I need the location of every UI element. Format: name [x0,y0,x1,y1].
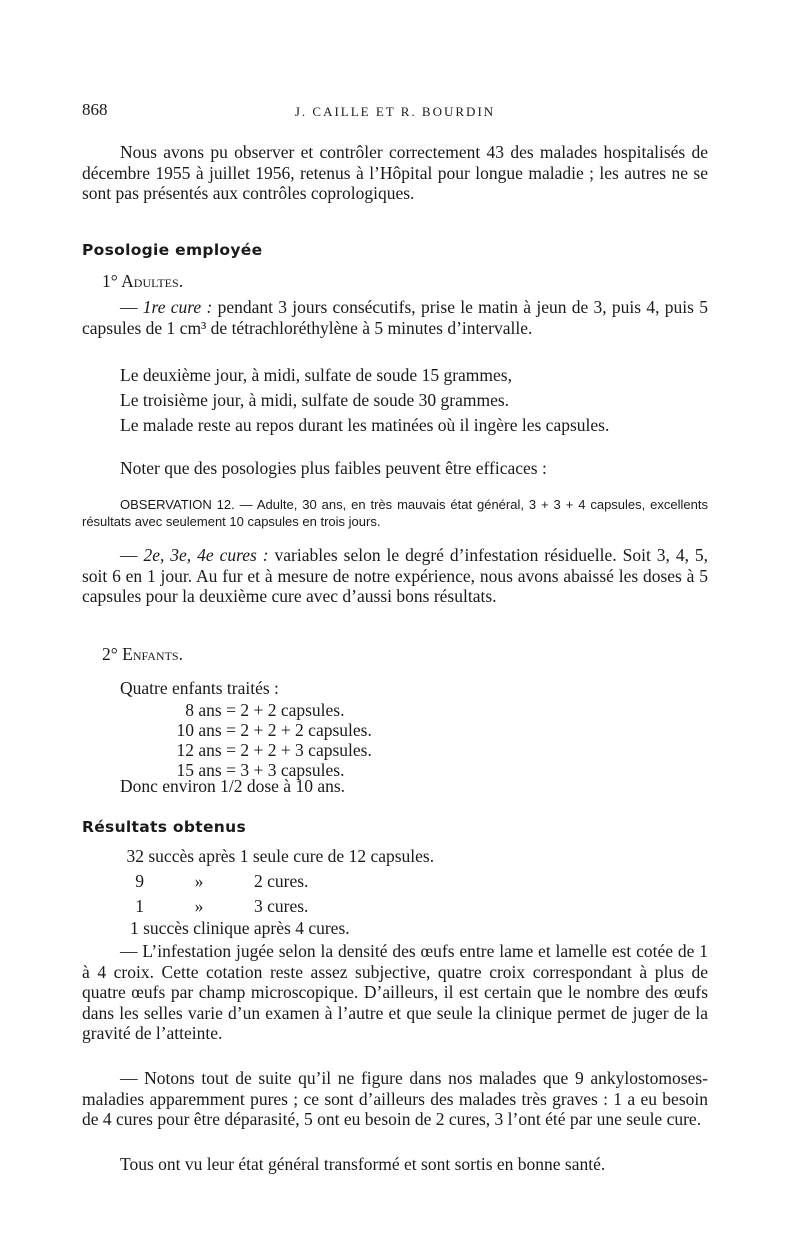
section-heading-resultats: Résultats obtenus [82,818,246,836]
child-dose-row: 10 ans = 2 + 2 + 2 capsules. [176,720,372,740]
observation-note: OBSERVATION 12. — Adulte, 30 ans, en très mauvais état général, 3 + 3 + 4 capsules, excellents résultats avec seulement 10 capsules en trois jours. [82,497,708,529]
day-two-line: Le deuxième jour, à midi, sulfate de soude 15 grammes, [120,365,512,385]
running-header [82,100,708,122]
ankylostomoses-paragraph: — Notons tout de suite qu’il ne figure dans nos malades que 9 ankylostomoses-maladies apparemment pures ; ce sont d’ailleurs des malades très graves : 1 a eu besoin de 4 cures pour être déparasité, 5 ont eu besoin de 2 cures, 3 l’ont été par une seule cure. [82,1068,708,1129]
note-line: Noter que des posologies plus faibles peuvent être efficaces : [120,458,547,478]
later-cures-paragraph: — 2e, 3e, 4e cures : variables selon le degré d’infestation résiduelle. Soit 3, 4, 5, soit 6 en 1 jour. Au fur et à mesure de notre expérience, nous avons abaissé les doses à 5 capsules pour la deuxième cure avec d’aussi bons résultats. [82,545,709,606]
rest-paragraph: Le malade reste au repos durant les matinées où il ingère les capsules. [120,415,610,435]
section-heading-posologie: Posologie employée [82,241,263,259]
clinical-success-line: 1 succès clinique après 4 cures. [130,918,350,938]
first-cure-paragraph: — 1re cure : pendant 3 jours consécutifs, prise le matin à jeun de 3, puis 4, puis 5 capsules de 1 cm³ de tétrachloréthylène à 5 minutes d’intervalle. [82,297,708,338]
adults-label: 1° Adultes. [102,271,184,291]
result-row: 1 » 3 cures. [135,896,309,916]
day-three-line: Le troisième jour, à midi, sulfate de soude 30 grammes. [120,390,510,410]
result-row: 32 succès après 1 seule cure de 12 capsules. [126,846,435,866]
results-list [118,844,434,919]
running-title: J. CAILLE ET R. BOURDIN [294,104,496,119]
result-row: 9 » 2 cures. [135,871,309,891]
child-dose-row: 12 ans = 2 + 2 + 3 capsules. [176,740,372,760]
children-dose-list [158,700,372,780]
first-cure-title: 1re cure : [142,297,213,317]
intro-paragraph: Nous avons pu observer et contrôler correctement 43 des malades hospitalisés de décembre 1955 à juillet 1956, retenus à l’Hôpital pour longue maladie ; les autres ne se sont pas présentés aux contrôles coprologiques. [82,142,708,203]
child-dose-row: 8 ans = 2 + 2 capsules. [185,700,345,720]
infestation-paragraph: — L’infestation jugée selon la densité des œufs entre lame et lamelle est cotée de 1 à 4 croix. Cette cotation reste assez subjective, quatre croix correspondant à plus de quatre œufs par champ microscopique. D’ailleurs, il est certain que le nombre des œufs dans les selles varie d’un examen à l’autre et que seule la clinique permet de juger de la gravité de l’atteinte. [82,941,708,1043]
children-intro: Quatre enfants traités : [120,678,279,698]
children-summary: Donc environ 1/2 dose à 10 ans. [120,776,346,796]
children-label: 2° Enfants. [102,644,183,664]
child-dose-row: 15 ans = 3 + 3 capsules. [176,760,345,780]
later-cures-title: 2e, 3e, 4e cures : [143,545,269,565]
page-number: 868 [82,100,108,119]
conclusion-paragraph: Tous ont vu leur état général transformé et sont sortis en bonne santé. [120,1154,606,1174]
